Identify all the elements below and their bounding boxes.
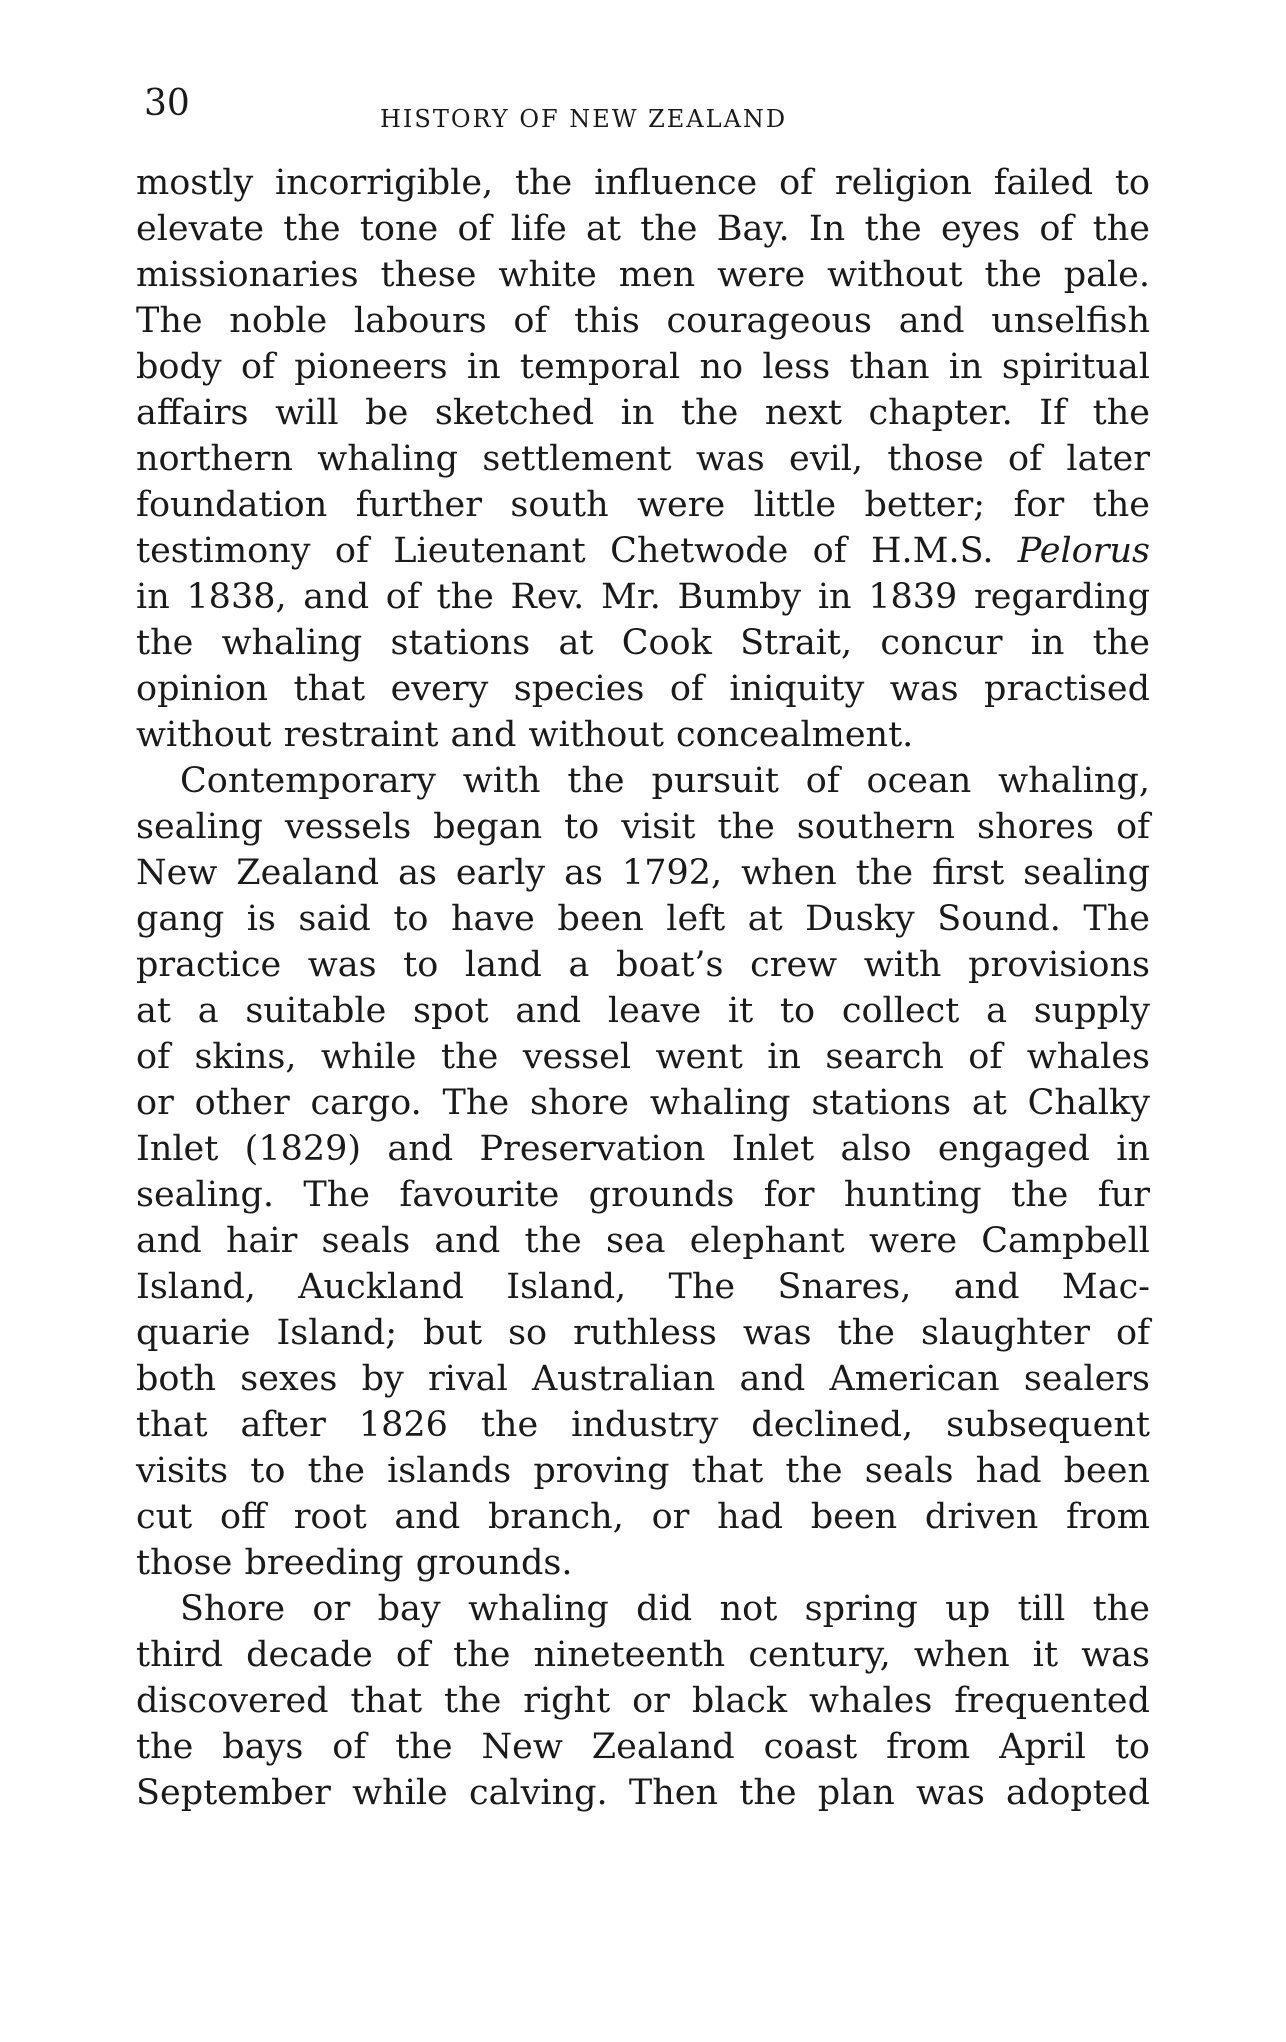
text-line: quarie Island; but so ruthless was the slaughter of xyxy=(136,1313,1150,1353)
text-line: Inlet (1829) and Preservation Inlet also engaged in xyxy=(136,1129,1150,1169)
text-line: those breeding grounds. xyxy=(136,1543,573,1583)
text-line: the whaling stations at Cook Strait, concur in the xyxy=(136,623,1150,663)
text-line: New Zealand as early as 1792, when the first sealing xyxy=(136,853,1150,893)
text-line: September while calving. Then the plan was adopted xyxy=(136,1773,1150,1813)
text-line: in 1838, and of the Rev. Mr. Bumby in 1839 regarding xyxy=(136,577,1150,617)
text-line: Contemporary with the pursuit of ocean whaling, xyxy=(180,761,1150,801)
text-line: mostly incorrigible, the influence of religion failed to xyxy=(136,163,1150,203)
text-line: Island, Auckland Island, The Snares, and Mac- xyxy=(136,1267,1150,1307)
text-line: sealing. The favourite grounds for hunting the fur xyxy=(136,1175,1150,1215)
text-line: The noble labours of this courageous and unselfish xyxy=(136,301,1150,341)
text-line: of skins, while the vessel went in search of whales xyxy=(136,1037,1150,1077)
text-line: gang is said to have been left at Dusky Sound. The xyxy=(136,899,1150,939)
text-line-segment: testimony of Lieutenant Chetwode of H.M.S. xyxy=(136,531,1018,571)
text-line: sealing vessels began to visit the southern shores of xyxy=(136,807,1150,847)
text-line: northern whaling settlement was evil, those of later xyxy=(136,439,1150,479)
text-line: foundation further south were little better; for the xyxy=(136,485,1150,525)
text-line: or other cargo. The shore whaling stations at Chalky xyxy=(136,1083,1150,1123)
text-line: discovered that the right or black whales frequented xyxy=(136,1681,1150,1721)
text-line: elevate the tone of life at the Bay. In the eyes of the xyxy=(136,209,1150,249)
text-line: body of pioneers in temporal no less than in spiritual xyxy=(136,347,1150,387)
text-line: that after 1826 the industry declined, subsequent xyxy=(136,1405,1150,1445)
text-line: without restraint and without concealment. xyxy=(136,715,914,755)
text-line: visits to the islands proving that the seals had been xyxy=(136,1451,1150,1491)
text-line: practice was to land a boat’s crew with provisions xyxy=(136,945,1150,985)
text-line: at a suitable spot and leave it to collect a supply xyxy=(136,991,1150,1031)
text-line: opinion that every species of iniquity was practised xyxy=(136,669,1150,709)
text-line: third decade of the nineteenth century, when it was xyxy=(136,1635,1150,1675)
text-line: the bays of the New Zealand coast from April to xyxy=(136,1727,1150,1767)
body-text xyxy=(136,160,1150,1816)
page-number: 30 xyxy=(144,83,190,124)
text-line xyxy=(136,528,1150,574)
text-line: and hair seals and the sea elephant were Campbell xyxy=(136,1221,1150,1261)
running-head: HISTORY OF NEW ZEALAND xyxy=(380,105,788,133)
text-line: affairs will be sketched in the next chapter. If the xyxy=(136,393,1150,433)
italic-ship-name: Pelorus xyxy=(1017,531,1150,571)
text-line: missionaries these white men were without the pale. xyxy=(136,255,1150,295)
text-line: Shore or bay whaling did not spring up till the xyxy=(180,1589,1150,1629)
text-line: cut off root and branch, or had been driven from xyxy=(136,1497,1150,1537)
text-line: both sexes by rival Australian and American sealers xyxy=(136,1359,1150,1399)
